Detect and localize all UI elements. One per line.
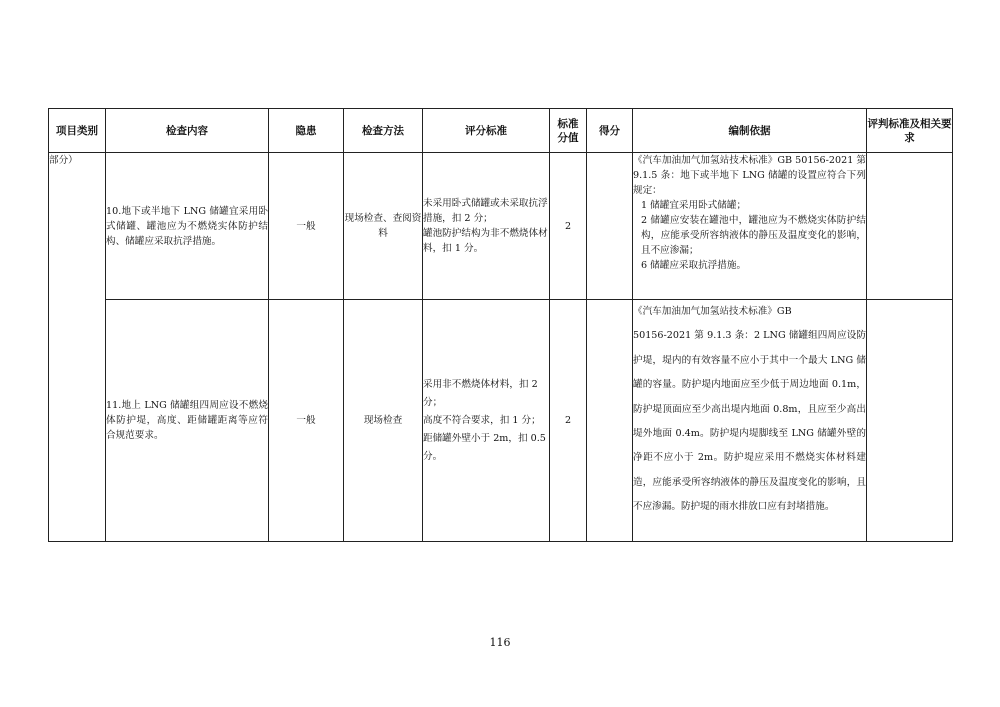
- header-criteria: 评分标准: [423, 109, 550, 153]
- hazard-cell: 一般: [269, 300, 344, 542]
- table-row: [49, 300, 953, 542]
- criteria-line: 罐池防护结构为非不燃烧体材料，扣 1 分。: [423, 228, 548, 254]
- score-cell: [587, 153, 633, 300]
- content-cell: 11.地上 LNG 储罐组四周应设不燃烧体防护堤，高度、距储罐距离等应符合规范要求。: [106, 300, 269, 542]
- score-value-cell: 2: [550, 300, 587, 542]
- basis-paragraph: 6 储罐应采取抗浮措施。: [641, 260, 747, 271]
- requirements-cell: [867, 300, 953, 542]
- basis-paragraph: 2 储罐应安装在罐池中，罐池应为不燃烧实体防护结构，应能承受所容纳液体的静压及温度变化的影响，且不应渗漏；: [641, 215, 866, 256]
- method-cell: 现场检查: [344, 300, 423, 542]
- header-basis: 编制依据: [633, 109, 867, 153]
- score-cell: [587, 300, 633, 542]
- method-cell: 现场检查、查阅资料: [344, 153, 423, 300]
- header-row: [49, 109, 953, 153]
- hazard-cell: 一般: [269, 153, 344, 300]
- table-row: [49, 153, 953, 300]
- inspection-table: [48, 108, 953, 542]
- basis-cell: [633, 300, 867, 542]
- header-category: 项目类别: [49, 109, 106, 153]
- content-cell: 10.地下或半地下 LNG 储罐宜采用卧式储罐、罐池应为不燃烧实体防护结构、储罐应采取抗浮措施。: [106, 153, 269, 300]
- header-requirements: 评判标准及相关要求: [867, 109, 953, 153]
- header-method: 检查方法: [344, 109, 423, 153]
- header-score-value-line2: 分值: [557, 131, 579, 144]
- criteria-line: 采用非不燃烧体材料，扣 2 分；: [423, 378, 538, 408]
- header-score-value-line1: 标准: [557, 117, 579, 130]
- header-score-value: [550, 109, 587, 153]
- header-content: 检查内容: [106, 109, 269, 153]
- score-value-cell: 2: [550, 153, 587, 300]
- header-score: 得分: [587, 109, 633, 153]
- basis-paragraph: 1 储罐宜采用卧式储罐；: [641, 200, 747, 211]
- basis-paragraph: 50156-2021 第 9.1.3 条：2 LNG 储罐组四周应设防护堤，堤内的有效容量不应小于其中一个最大 LNG 储罐的容量。防护堤内地面应至少低于周边地面 0.1m，防护堤顶面应至少高出堤内地面 0.8m，且应至少高出堤外地面 0.4m。防护堤内堤脚线至 LNG 储罐外壁的净距不应小于 2m。防护堤应采用不燃烧实体材料建造，应能承受所容纳液体的静压及温度变化的影响，且不应渗漏。防护堤的雨水排放口应有封堵措施。: [633, 330, 866, 513]
- criteria-cell: [423, 300, 550, 542]
- basis-paragraph: 《汽车加油加气加氢站技术标准》GB: [633, 306, 792, 317]
- requirements-cell: [867, 153, 953, 300]
- criteria-line: 未采用卧式储罐或未采取抗浮措施，扣 2 分；: [423, 198, 548, 224]
- criteria-line: 距储罐外壁小于 2m，扣 0.5 分。: [423, 432, 546, 462]
- criteria-line: 高度不符合要求，扣 1 分；: [423, 414, 541, 426]
- basis-paragraph: 《汽车加油加气加氢站技术标准》GB 50156-2021 第 9.1.5 条：地下或半地下 LNG 储罐的设置应符合下列规定：: [633, 155, 866, 196]
- criteria-cell: [423, 153, 550, 300]
- header-hazard: 隐患: [269, 109, 344, 153]
- category-cell: 部分）: [49, 153, 106, 542]
- basis-cell: [633, 153, 867, 300]
- page-number: 116: [489, 636, 511, 649]
